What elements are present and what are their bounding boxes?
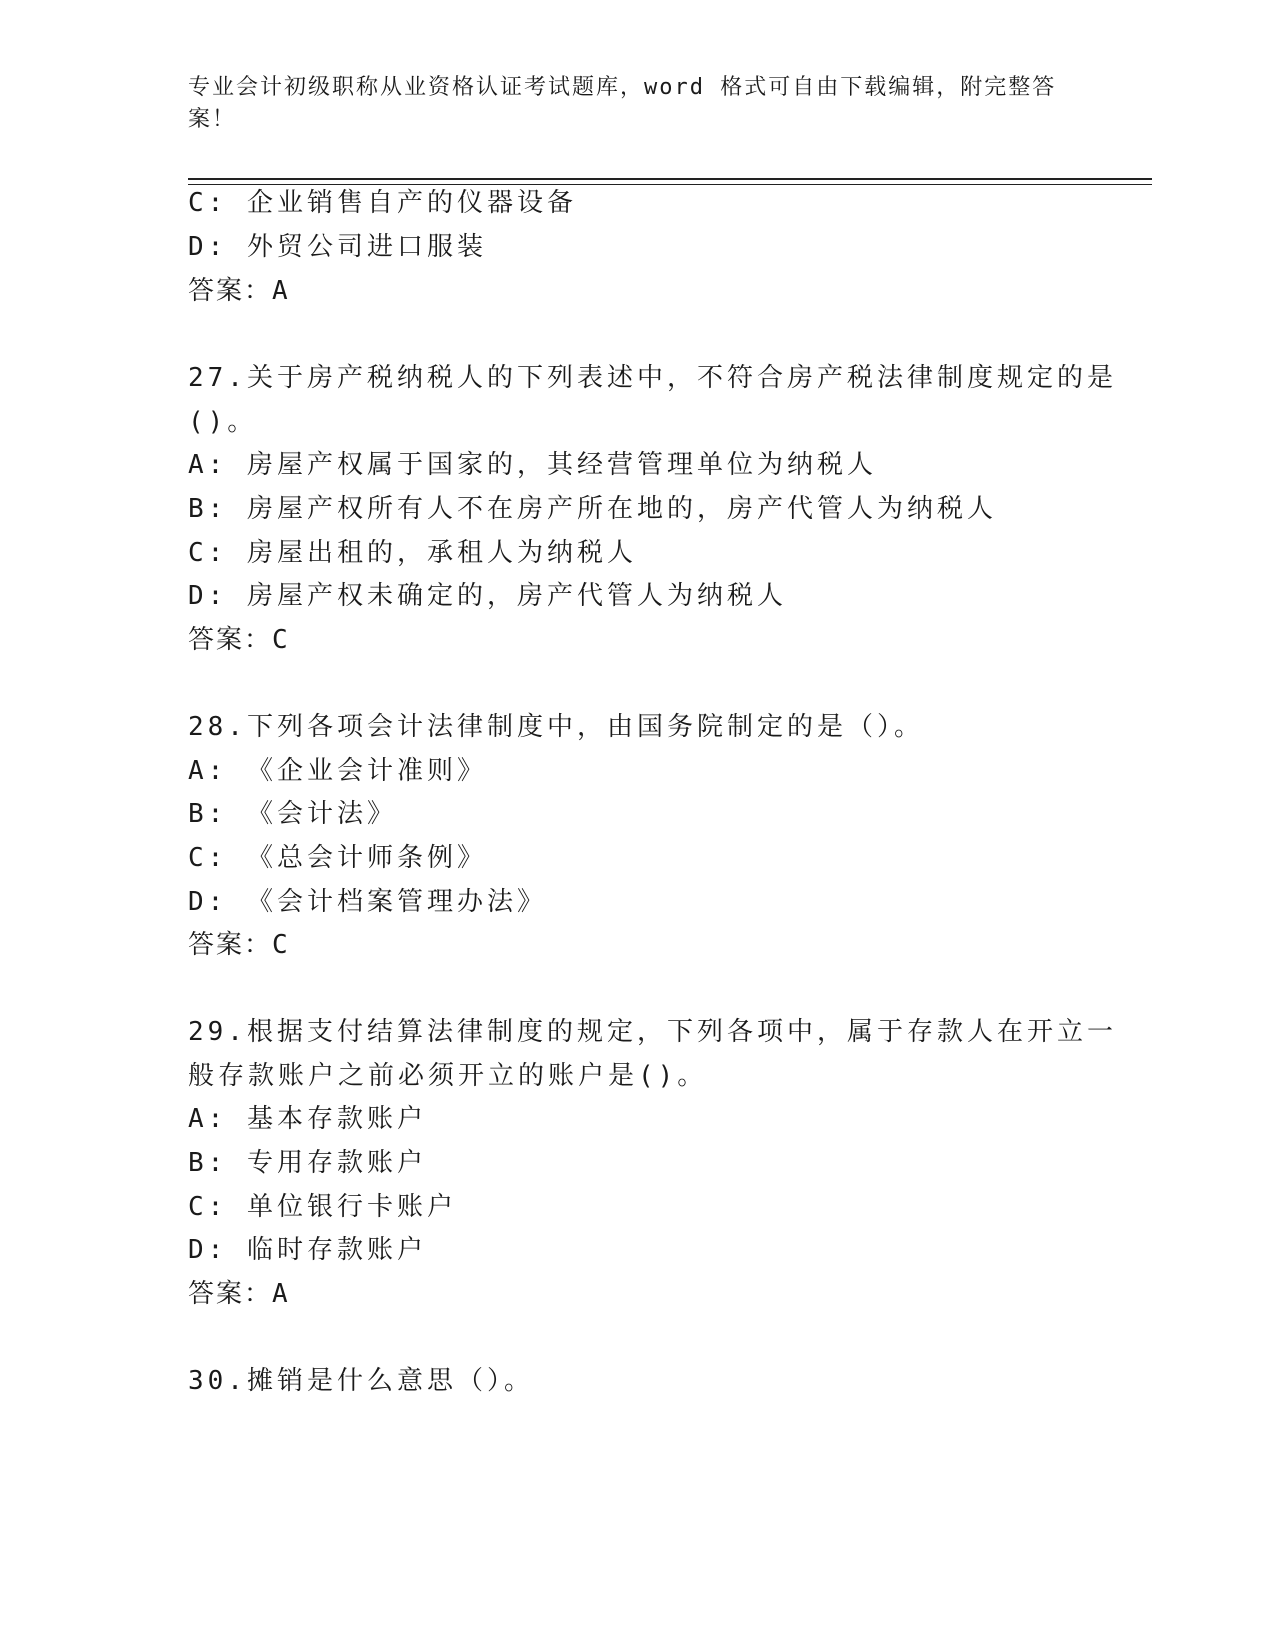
option-a: A: 《企业会计准则》 [188,756,487,786]
answer-label: 答案： [188,276,273,306]
question-27-text: 27.关于房产税纳税人的下列表述中，不符合房产税法律制度规定的是 [188,363,1117,393]
answer-value: C [272,930,290,960]
option-d: D: 《会计档案管理办法》 [188,887,547,917]
option-d: D: 房屋产权未确定的，房产代管人为纳税人 [188,581,787,611]
header-divider [188,178,1152,185]
answer [188,623,290,657]
answer-label: 答案： [188,1279,273,1309]
option-c: C: 单位银行卡账户 [188,1192,457,1222]
answer-label: 答案： [188,930,273,960]
answer-value: A [272,1279,290,1309]
question-28-text: 28.下列各项会计法律制度中，由国务院制定的是（）。 [188,712,924,742]
question-30-text: 30.摊销是什么意思（）。 [188,1366,534,1396]
page-header: 专业会计初级职称从业资格认证考试题库，word 格式可自由下载编辑，附完整答案！ [188,75,1057,132]
answer-value: A [272,276,290,306]
question-27-text-cont: ()。 [188,407,258,437]
question-29-text-cont: 般存款账户之前必须开立的账户是()。 [188,1061,708,1091]
option-a: A: 房屋产权属于国家的，其经营管理单位为纳税人 [188,450,877,480]
answer-label: 答案： [188,625,273,655]
option-d: D: 外贸公司进口服装 [188,232,487,262]
option-b: B: 专用存款账户 [188,1148,427,1178]
answer [188,928,290,962]
option-c: C: 企业销售自产的仪器设备 [188,188,577,218]
answer [188,274,290,308]
question-29-text: 29.根据支付结算法律制度的规定，下列各项中，属于存款人在开立一 [188,1017,1117,1047]
option-b: B: 《会计法》 [188,799,397,829]
option-b: B: 房屋产权所有人不在房产所在地的，房产代管人为纳税人 [188,494,997,524]
option-c: C: 房屋出租的，承租人为纳税人 [188,538,637,568]
answer [188,1277,290,1311]
option-a: A: 基本存款账户 [188,1104,427,1134]
answer-value: C [272,625,290,655]
option-d: D: 临时存款账户 [188,1235,427,1265]
option-c: C: 《总会计师条例》 [188,843,487,873]
